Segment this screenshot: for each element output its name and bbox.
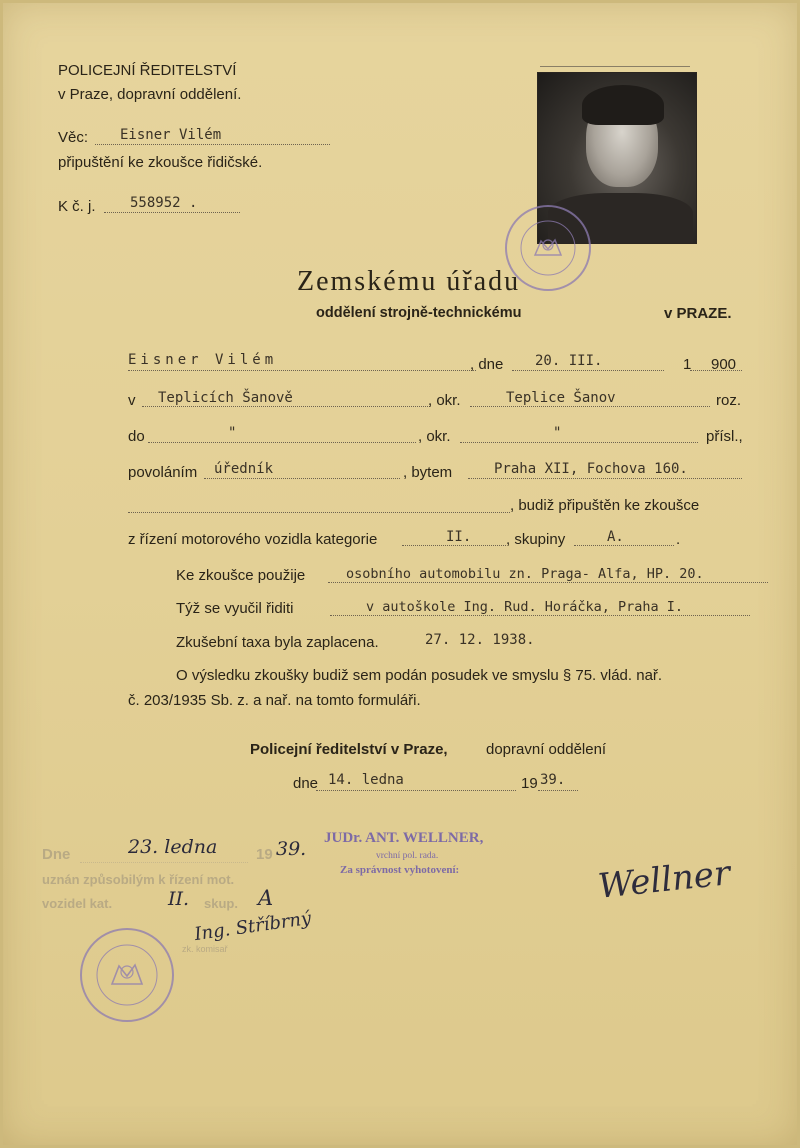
- do-dotted-line: [148, 442, 416, 443]
- admitted-text: , budiž připuštěn ke zkoušce: [510, 497, 700, 514]
- kcj-label: K č. j.: [58, 198, 96, 215]
- kategorie-period: .: [676, 531, 681, 548]
- skupiny-dotted-line: [574, 545, 674, 546]
- birth-year-value: 900: [711, 356, 737, 373]
- povolanim-dotted-line: [204, 478, 400, 479]
- pouzije-label: Ke zkoušce použije: [176, 567, 306, 584]
- taxa-label: Zkušební taxa byla zaplacena.: [176, 634, 379, 651]
- blank-dotted-line: [128, 512, 510, 513]
- photo-top-rule: [540, 66, 690, 67]
- addressee-department: oddělení strojně-technickému: [316, 305, 522, 321]
- examiner-year-hand: 39.: [276, 838, 307, 860]
- examiner-kat-hand: II.: [168, 888, 190, 910]
- official-stamp-note: Za správnost vyhotovení:: [340, 864, 460, 876]
- birth-place-dotted-line: [142, 406, 430, 407]
- name-dotted-line: [128, 370, 476, 371]
- skupiny-value: A.: [607, 529, 624, 545]
- do-label: do: [128, 428, 145, 445]
- addressee-city: v PRAZE.: [664, 305, 732, 322]
- vyucil-value: v autoškole Ing. Rud. Horáčka, Praha I.: [366, 599, 683, 615]
- office-department: v Praze, dopravní oddělení.: [58, 86, 242, 103]
- okr-dotted-line: [470, 406, 710, 407]
- examiner-dne-label: Dne: [42, 846, 71, 863]
- examiner-date-hand: 23. ledna: [128, 836, 218, 858]
- skupiny-label: , skupiny: [506, 531, 566, 548]
- okr-value: Teplice Šanov: [506, 390, 616, 406]
- authority-name: Policejní ředitelství v Praze,: [250, 741, 448, 758]
- office-name: POLICEJNÍ ŘEDITELSTVÍ: [58, 62, 237, 79]
- examiner-year-prefix: 19: [256, 846, 273, 863]
- kcj-value: 558952 .: [130, 195, 198, 211]
- birth-year-dotted-line: [690, 370, 742, 371]
- result-line-2: č. 203/1935 Sb. z. a nař. na tomto formuláři.: [128, 692, 421, 709]
- birth-year-prefix: 1: [683, 356, 692, 373]
- closing-year-prefix: 19: [521, 775, 538, 792]
- examiner-skup-label: skup.: [204, 896, 238, 911]
- closing-date-value: 14. ledna: [328, 772, 404, 788]
- examiner-date-dotted-line: [80, 862, 248, 863]
- okr2-dotted-line: [460, 442, 698, 443]
- vec-subject: připuštění ke zkoušce řidičské.: [58, 154, 263, 171]
- okr-label: , okr.: [428, 392, 461, 409]
- birth-date-value: 20. III.: [535, 353, 603, 369]
- vyucil-dotted-line: [330, 615, 750, 616]
- vec-value: Eisner Vilém: [120, 127, 222, 143]
- okr2-value: ": [553, 425, 562, 441]
- birth-date-label: , dne: [470, 356, 504, 373]
- vec-label: Věc:: [58, 129, 89, 146]
- kategorie-label: z řízení motorového vozidla kategorie: [128, 531, 378, 548]
- examiner-skup-hand: A: [258, 886, 274, 910]
- addressee-title: Zemskému úřadu: [297, 266, 521, 297]
- bytem-label: , bytem: [403, 464, 453, 481]
- povolanim-value: úředník: [214, 461, 274, 477]
- official-signature: Wellner: [596, 853, 733, 907]
- closing-year-value: 39.: [540, 772, 566, 788]
- closing-date-dotted-line: [316, 790, 516, 791]
- closing-date-label: dne: [293, 775, 319, 792]
- pouzije-value: osobního automobilu zn. Praga- Alfa, HP. 20.: [346, 566, 704, 582]
- closing-year-dotted-line: [538, 790, 578, 791]
- taxa-value: 27. 12. 1938.: [425, 632, 535, 648]
- authority-department: dopravní oddělení: [486, 741, 607, 758]
- applicant-name: Eisner Vilém: [128, 352, 278, 368]
- examiner-signature: Ing. Stříbrný: [193, 907, 313, 946]
- okr2-label: , okr.: [418, 428, 451, 445]
- official-stamp-rank: vrchní pol. rada.: [376, 851, 439, 861]
- examiner-small-label: zk. komisař: [182, 944, 228, 954]
- birth-date-dotted-line: [512, 370, 664, 371]
- birth-place-label: v: [128, 392, 136, 409]
- examiner-seal-emblem-icon: [82, 930, 172, 1020]
- povolanim-label: povoláním: [128, 464, 198, 481]
- kcj-dotted-line: [104, 212, 240, 213]
- roz-label: roz.: [716, 392, 742, 409]
- official-stamp-name: JUDr. ANT. WELLNER,: [324, 830, 484, 846]
- kategorie-dotted-line: [402, 545, 506, 546]
- examiner-kat-label: vozidel kat.: [42, 896, 113, 911]
- do-value: ": [228, 425, 237, 441]
- vec-dotted-line: [95, 144, 330, 145]
- prisl-label: přísl.,: [706, 428, 743, 445]
- bytem-value: Praha XII, Fochova 160.: [494, 461, 688, 477]
- pouzije-dotted-line: [328, 582, 768, 583]
- vyucil-label: Týž se vyučil řiditi: [176, 600, 294, 617]
- birth-place-value: Teplicích Šanově: [158, 390, 293, 406]
- examiner-seal: [80, 928, 174, 1022]
- result-line-1: O výsledku zkoušky budiž sem podán posudek ve smyslu § 75. vlád. nař.: [176, 667, 663, 684]
- kategorie-value: II.: [446, 529, 472, 545]
- bytem-dotted-line: [468, 478, 742, 479]
- examiner-line-2: uznán způsobilým k řízení mot.: [42, 872, 235, 887]
